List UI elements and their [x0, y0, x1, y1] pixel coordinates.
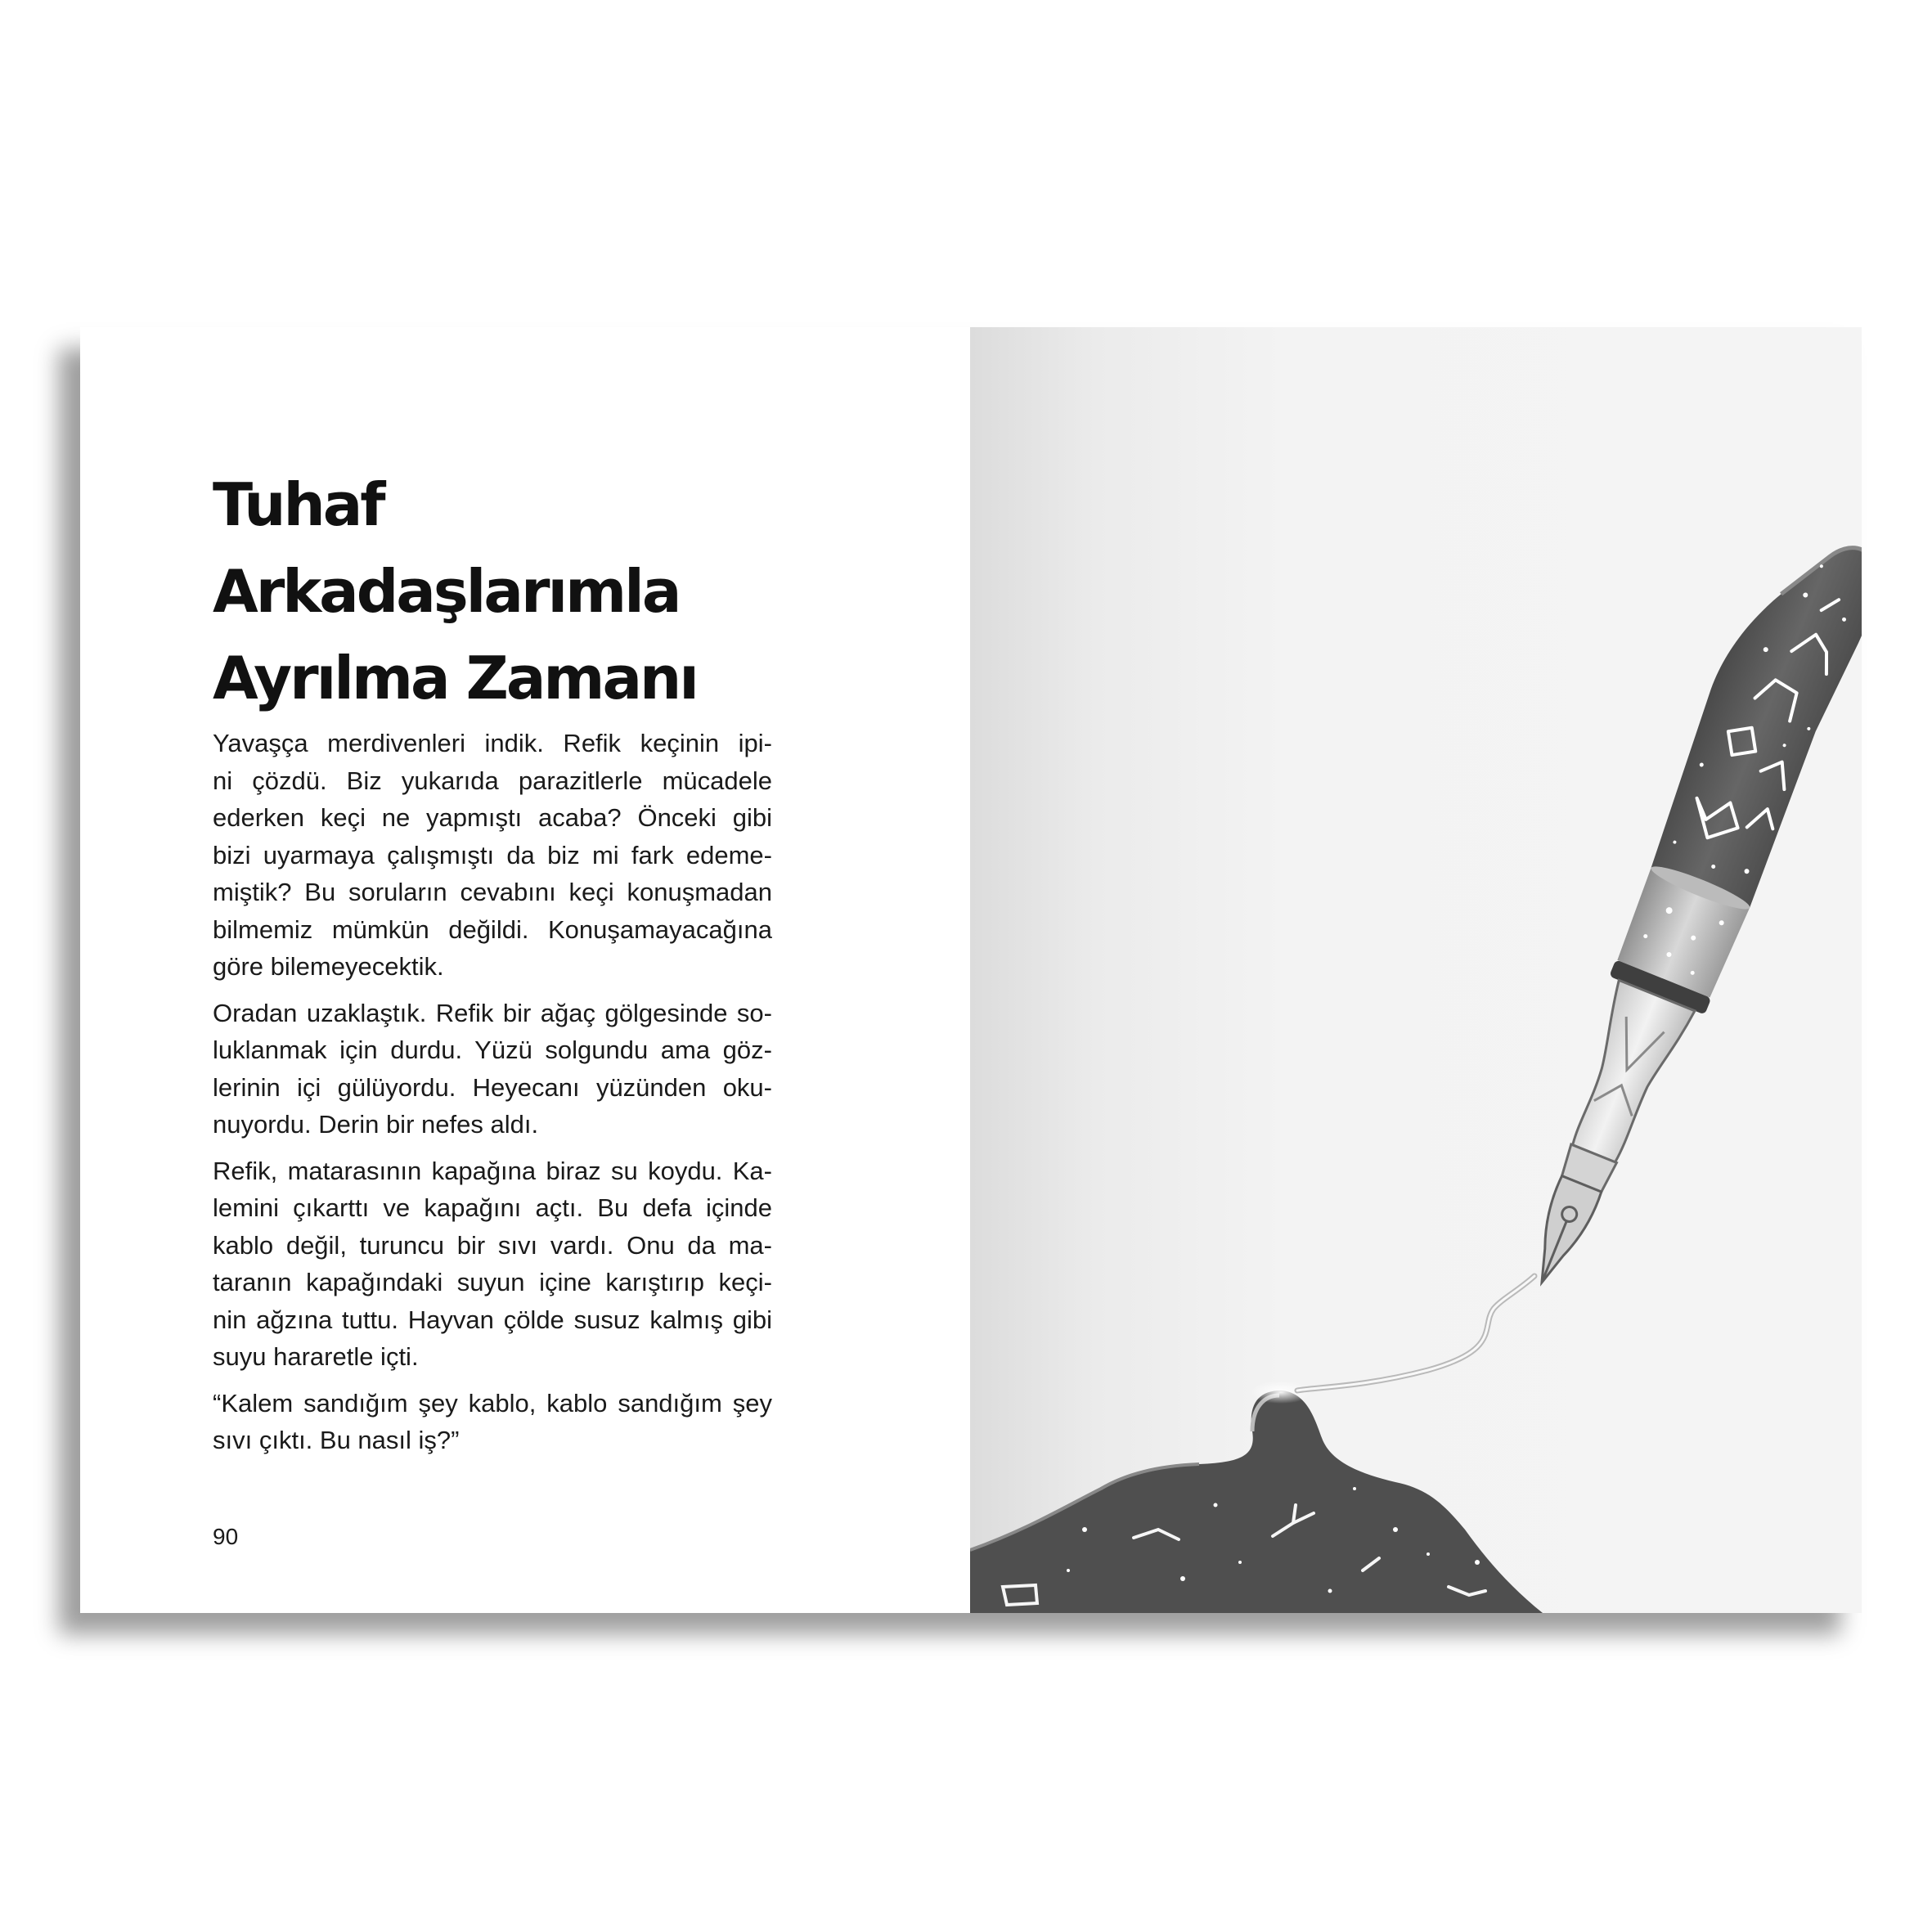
body-text [213, 725, 772, 1468]
text-line: taranın kapağındaki suyun içine karıştırıp keçi- [213, 1268, 772, 1296]
pen-illustration [970, 327, 1862, 1613]
ink-pool [970, 1381, 1543, 1613]
body-paragraph [213, 1385, 772, 1459]
text-line: nuyordu. Derin bir nefes aldı. [213, 1110, 539, 1139]
text-line: kablo değil, turuncu bir sıvı vardı. Onu da ma- [213, 1230, 772, 1260]
text-line: nin ağzına tuttu. Hayvan çölde susuz kalmış gibi [213, 1305, 772, 1334]
book-spread [80, 327, 1862, 1613]
text-line: Yavaşça merdivenleri indik. Refik keçinin ipi- [213, 729, 772, 757]
page-number: 90 [213, 1524, 239, 1549]
text-line: luklanmak için durdu. Yüzü solgundu ama göz- [213, 1036, 772, 1064]
body-paragraph [213, 1152, 772, 1376]
left-page [80, 327, 972, 1613]
right-page-illustration [970, 327, 1862, 1613]
chapter-title-line-2: Ayrılma Zamanı [213, 644, 697, 712]
text-line: suyu hararetle içti. [213, 1342, 419, 1371]
text-line: bizi uyarmaya çalışmıştı da biz mi fark edeme- [213, 840, 772, 869]
chapter-title [213, 461, 867, 721]
fountain-pen [1481, 517, 1862, 1303]
body-paragraph [213, 725, 772, 986]
text-line: miştik? Bu soruların cevabını keçi konuşmadan [213, 878, 772, 906]
text-line: göre bilemeyecektik. [213, 952, 444, 981]
text-line: lemini çıkarttı ve kapağını açtı. Bu defa içinde [213, 1193, 772, 1222]
text-line: ederken keçi ne yapmıştı acaba? Önceki gibi [213, 803, 772, 832]
text-line: lerinin içi gülüyordu. Heyecanı yüzünden oku- [213, 1072, 772, 1102]
text-line: Refik, matarasının kapağına biraz su koydu. Ka- [213, 1156, 772, 1185]
text-line: ni çözdü. Biz yukarıda parazitlerle mücadele [213, 766, 772, 795]
text-line: Oradan uzaklaştık. Refik bir ağaç gölgesinde so- [213, 998, 772, 1027]
text-line: bilmemiz mümkün değildi. Konuşamayacağına [213, 914, 772, 944]
chapter-title-line-1: Tuhaf Arkadaşlarımla [213, 470, 680, 626]
text-line: sıvı çıktı. Bu nasıl iş?” [213, 1426, 460, 1454]
body-paragraph [213, 995, 772, 1143]
text-line: “Kalem sandığım şey kablo, kablo sandığım şey [213, 1388, 772, 1418]
